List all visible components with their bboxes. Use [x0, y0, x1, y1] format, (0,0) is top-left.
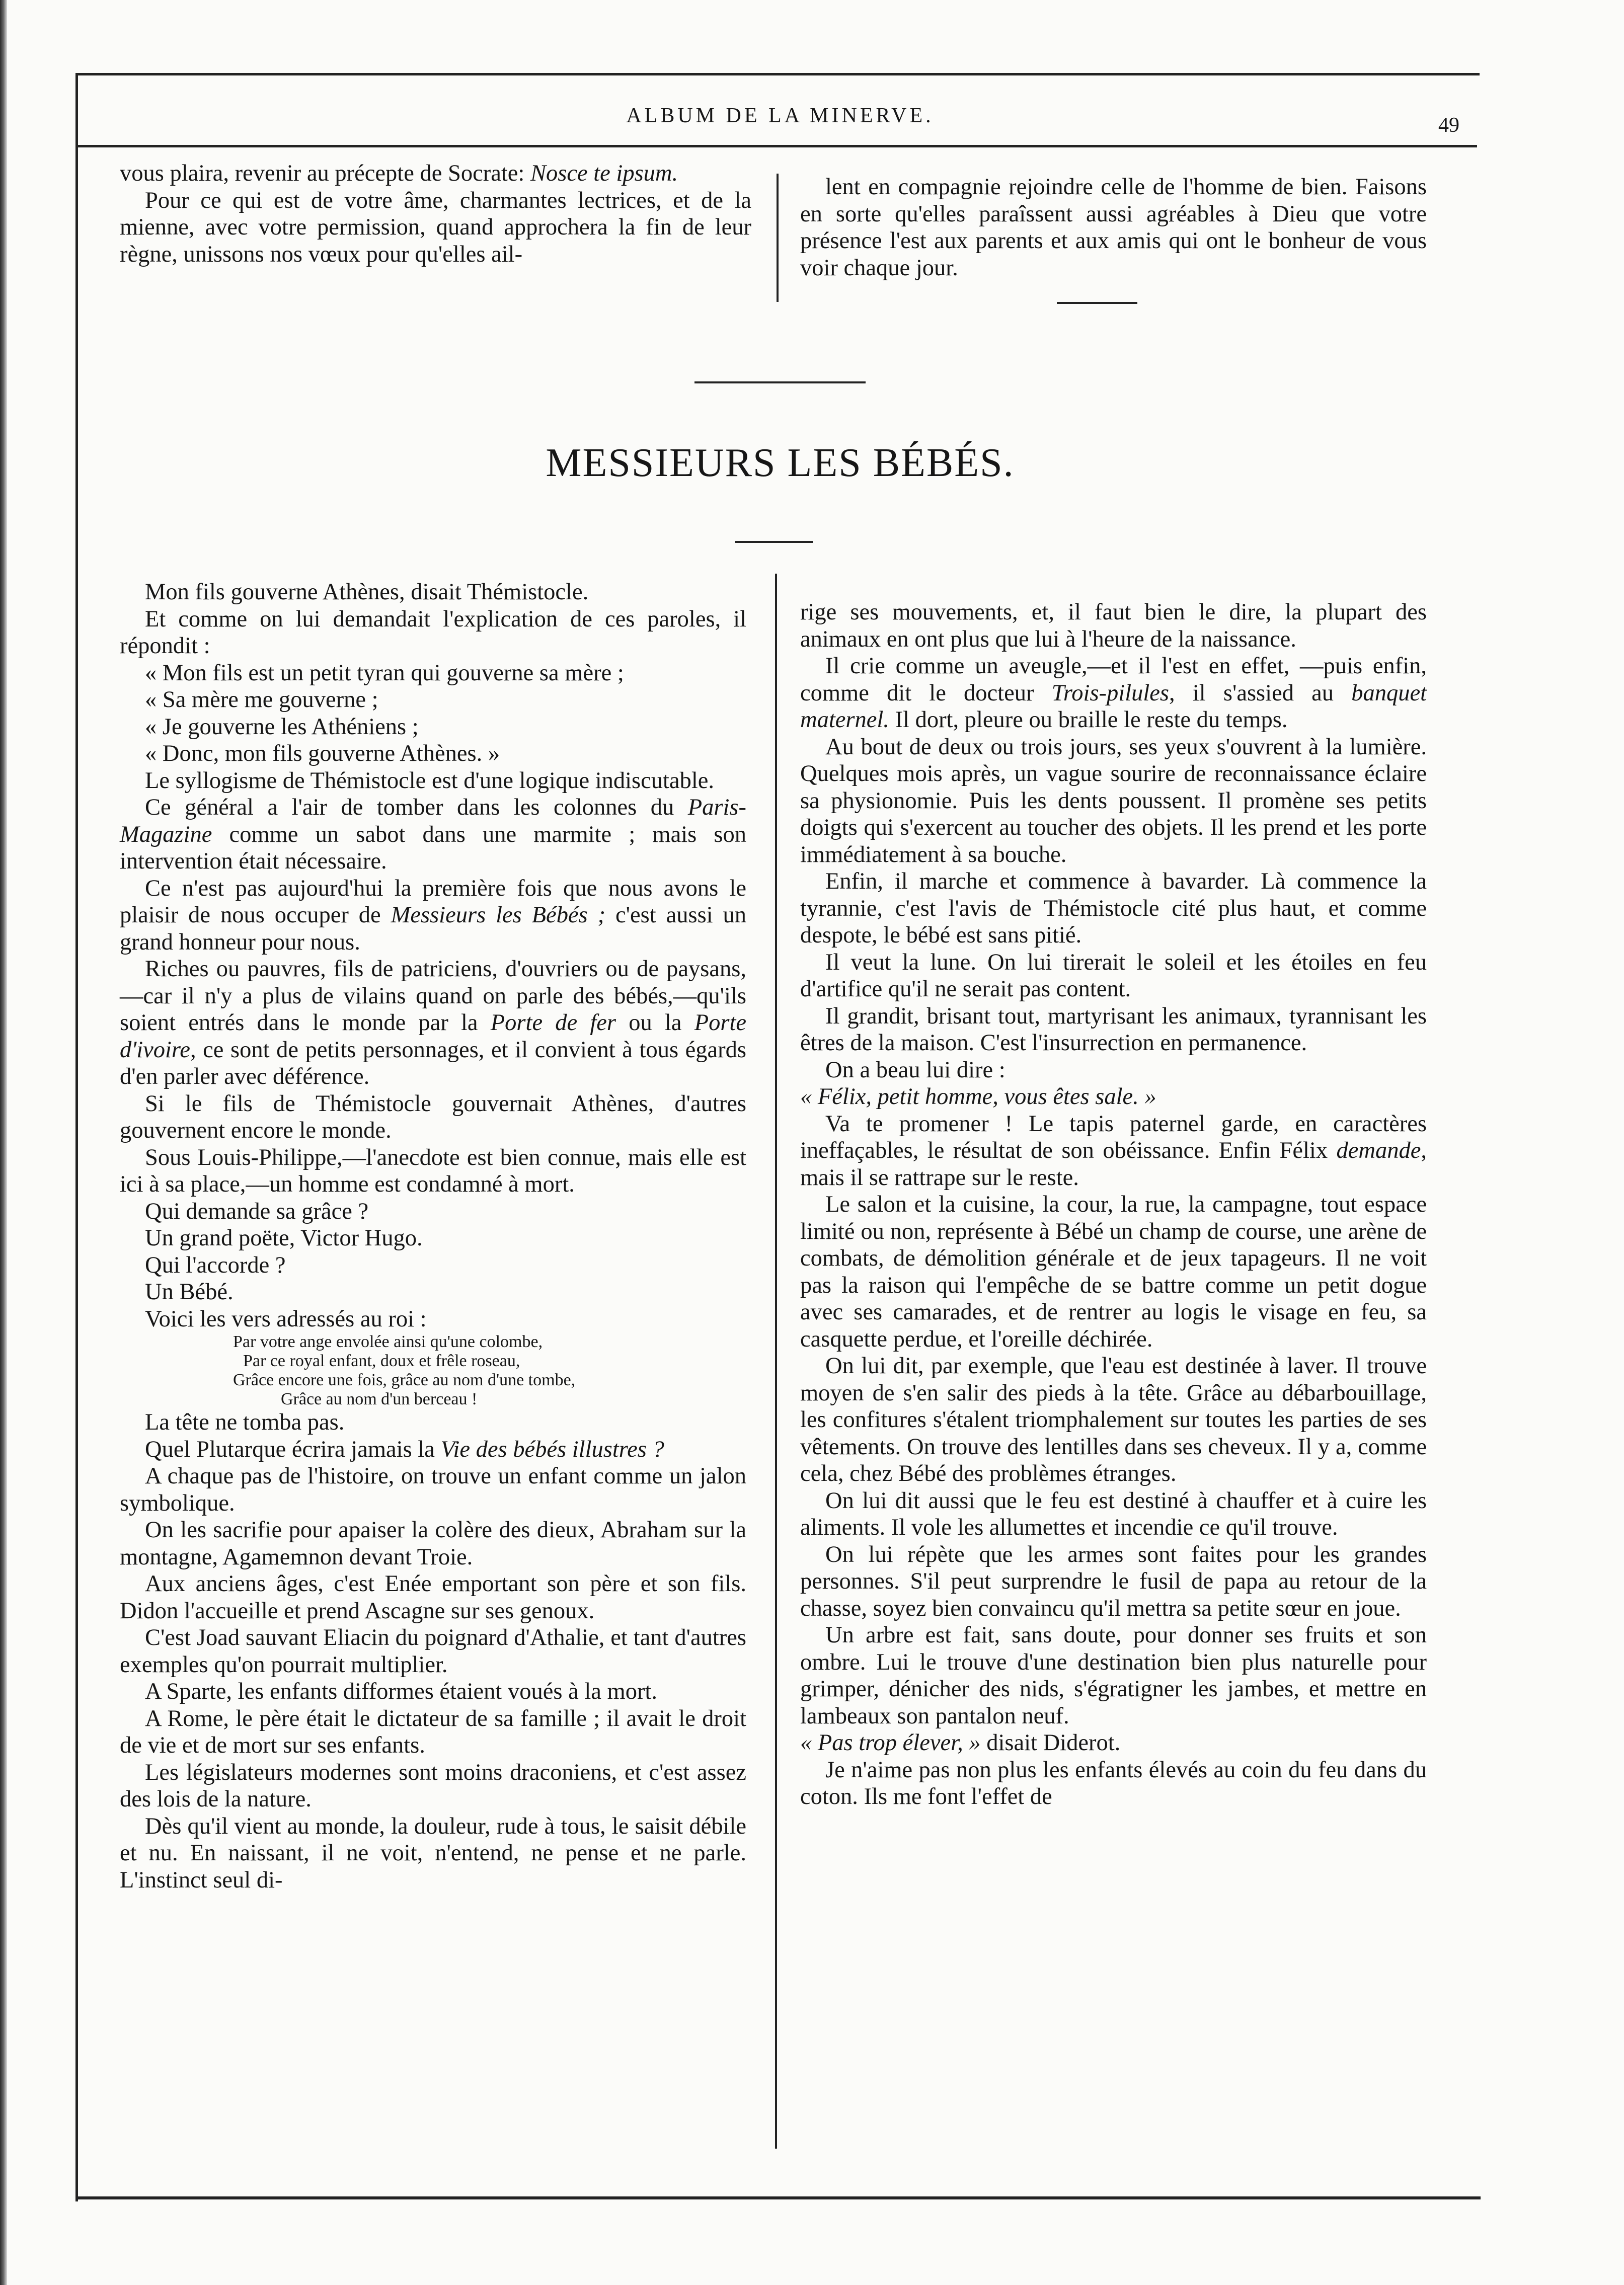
paragraph: Dès qu'il vient au monde, la douleur, rude à tous, le saisit débile et nu. En naissant, il ne voit, n'entend, ne pense et ne parle. L'instinct seul di- [120, 1813, 746, 1893]
paragraph: Je n'aime pas non plus les enfants élevés au coin du feu dans du coton. Ils me font l'effet de [800, 1757, 1427, 1809]
paragraph: Le salon et la cuisine, la cour, la rue, la campagne, tout espace limité ou non, représente à Bébé un champ de course, une arène de combats, de démolition générale et de jeux tapageurs. Il ne voit pas la raison qui l'empêche de se battre comme un petit dogue avec ses camarades, et de rentrer au logis le visage en feu, sa casquette perdue, et l'oreille déchirée. [800, 1192, 1427, 1352]
paragraph: C'est Joad sauvant Eliacin du poignard d'Athalie, et tant d'autres exemples qu'on pourrait multiplier. [120, 1625, 746, 1678]
paragraph: « Pas trop élever, » disait Diderot. [800, 1730, 1121, 1756]
verse-line: Grâce encore une fois, grâce au nom d'une tombe, [233, 1371, 576, 1389]
paragraph: Enfin, il marche et commence à bavarder. Là commence la tyrannie, c'est l'avis de Thémistocle cité plus haut, et comme despote, le bébé est sans pitié. [800, 869, 1427, 948]
paragraph: lent en compagnie rejoindre celle de l'homme de bien. Faisons en sorte qu'elles paraîssent aussi agréables à Dieu que votre présence l'est aux parents et aux amis qui ont le bonheur de vous voir chaque jour. [800, 174, 1427, 281]
paragraph: Ce n'est pas aujourd'hui la première fois que nous avons le plaisir de nous occuper de Messieurs les Bébés ; c'est aussi un grand honneur pour nous. [120, 875, 746, 955]
article-right-column [800, 599, 1427, 1810]
paragraph: Un Bébé. [145, 1279, 234, 1305]
verse-line: Par ce royal enfant, doux et frêle roseau, [243, 1352, 520, 1370]
running-title: ALBUM DE LA MINERVE. [626, 104, 934, 127]
top-column-divider [777, 174, 779, 302]
paragraph: Un arbre est fait, sans doute, pour donner ses fruits et son ombre. Lui le trouve d'une destination bien plus naturelle pour grimper, dénicher des nids, s'égratigner les jambes, et mettre en lambeaux son pantalon neuf. [800, 1622, 1427, 1729]
paragraph: Il veut la lune. On lui tirerait le soleil et les étoiles en feu d'artifice qu'il ne serait pas content. [800, 949, 1427, 1002]
paragraph: Quel Plutarque écrira jamais la Vie des bébés illustres ? [145, 1436, 664, 1462]
paragraph: « Sa mère me gouverne ; [145, 687, 378, 713]
paragraph: Mon fils gouverne Athènes, disait Thémistocle. [145, 579, 589, 605]
paragraph: « Je gouverne les Athéniens ; [145, 714, 419, 740]
paragraph: Il grandit, brisant tout, martyrisant les animaux, tyrannisant les êtres de la maison. C'est l'insurrection en permanence. [800, 1003, 1427, 1056]
paragraph: Aux anciens âges, c'est Enée emportant son père et son fils. Didon l'accueille et prend Ascagne sur ses genoux. [120, 1571, 746, 1624]
paragraph: Et comme on lui demandait l'explication de ces paroles, il répondit : [120, 606, 746, 659]
paragraph: Il crie comme un aveugle,—et il l'est en effet, —puis enfin, comme dit le docteur Trois-pilules, il s'assied au banquet maternel. Il dort, pleure ou braille le reste du temps. [800, 653, 1427, 733]
paragraph: A Rome, le père était le dictateur de sa famille ; il avait le droit de vie et de mort sur ses enfants. [120, 1705, 746, 1758]
paragraph: vous plaira, revenir au précepte de Socrate: Nosce te ipsum. [120, 161, 678, 186]
paragraph: A Sparte, les enfants difformes étaient voués à la mort. [145, 1679, 657, 1704]
paragraph: On lui dit aussi que le feu est destiné à chauffer et à cuire les aliments. Il vole les allumettes et incendie ce qu'il trouve. [800, 1487, 1427, 1540]
title-underline [735, 541, 813, 543]
paragraph: On lui dit, par exemple, que l'eau est destinée à laver. Il trouve moyen de s'en salir des pieds à la tête. Grâce au débarbouillage, les confitures s'étalent triomphalement sur toutes les parties de ses vêtements. On trouve des lentilles dans ses cheveux. Il y a, comme cela, chez Bébé des problèmes étranges. [800, 1353, 1427, 1486]
article-column-divider [775, 574, 777, 2149]
binding-edge [0, 0, 7, 2285]
paragraph: rige ses mouvements, et, il faut bien le dire, la plupart des animaux en ont plus que lui à l'heure de la naissance. [800, 599, 1427, 652]
paragraph: Les législateurs modernes sont moins draconiens, et c'est assez des lois de la nature. [120, 1759, 746, 1812]
paragraph: « Mon fils est un petit tyran qui gouverne sa mère ; [145, 660, 624, 686]
paragraph: On lui répète que les armes sont faites pour les grandes personnes. S'il peut surprendre le fusil de papa au retour de la chasse, soyez bien convaincu qu'il mettra sa petite sœur en joue. [800, 1541, 1427, 1621]
paragraph: On les sacrifie pour apaiser la colère des dieux, Abraham sur la montagne, Agamemnon devant Troie. [120, 1517, 746, 1570]
paragraph: Ce général a l'air de tomber dans les colonnes du Paris-Magazine comme un sabot dans une marmite ; mais son intervention était nécessaire. [120, 795, 746, 874]
page-number: 49 [1438, 114, 1459, 137]
paragraph: Pour ce qui est de votre âme, charmantes lectrices, et de la mienne, avec votre permission, quand approchera la fin de leur règne, unissons nos vœux pour qu'elles ail- [120, 187, 751, 267]
bottom-rule [76, 2196, 1481, 2199]
separator-rule [694, 381, 866, 383]
verse-line: Par votre ange envolée ainsi qu'une colombe, [233, 1332, 543, 1351]
paragraph: Sous Louis-Philippe,—l'anecdote est bien connue, mais elle est ici à sa place,—un homme est condamné à mort. [120, 1144, 746, 1197]
paragraph: Le syllogisme de Thémistocle est d'une logique indiscutable. [145, 767, 715, 794]
paragraph: On a beau lui dire : [825, 1057, 1006, 1083]
paragraph: Qui l'accorde ? [145, 1252, 286, 1278]
article-left-column [120, 579, 746, 1894]
paragraph: Riches ou pauvres, fils de patriciens, d'ouvriers ou de paysans,—car il n'y a plus de vilains quand on parle des bébés,—qu'ils soient entrés dans le monde par la Porte de fer ou la Porte d'ivoire, ce sont de petits personnages, et il convient à tous égards d'en parler avec déférence. [120, 956, 746, 1089]
verse-line: Grâce au nom d'un berceau ! [281, 1390, 478, 1408]
article-title: MESSIEURS LES BÉBÉS. [546, 441, 1015, 485]
paragraph: Va te promener ! Le tapis paternel garde, en caractères ineffaçables, le résultat de son obéissance. Enfin Félix demande, mais il se rattrape sur le reste. [800, 1111, 1427, 1191]
paragraph: A chaque pas de l'histoire, on trouve un enfant comme un jalon symbolique. [120, 1463, 746, 1516]
paragraph: Un grand poëte, Victor Hugo. [145, 1225, 423, 1251]
paragraph: « Donc, mon fils gouverne Athènes. » [145, 741, 500, 766]
paragraph: Au bout de deux ou trois jours, ses yeux s'ouvrent à la lumière. Quelques mois après, un vague sourire de reconnaissance éclaire sa physionomie. Puis les dents poussent. Il promène ses petits doigts qui s'exercent au toucher des objets. Il les prend et les porte immédiatement à sa bouche. [800, 734, 1427, 868]
paragraph: « Félix, petit homme, vous êtes sale. » [800, 1084, 1156, 1110]
header-rule [75, 145, 1477, 147]
paragraph: Voici les vers adressés au roi : [145, 1306, 427, 1332]
section-end-rule [1057, 302, 1137, 304]
top-left-column [120, 160, 751, 268]
paragraph: La tête ne tomba pas. [145, 1409, 345, 1435]
paragraph: Qui demande sa grâce ? [145, 1198, 369, 1224]
paragraph: Si le fils de Thémistocle gouvernait Athènes, d'autres gouvernent encore le monde. [120, 1090, 746, 1143]
top-right-column [800, 174, 1427, 281]
